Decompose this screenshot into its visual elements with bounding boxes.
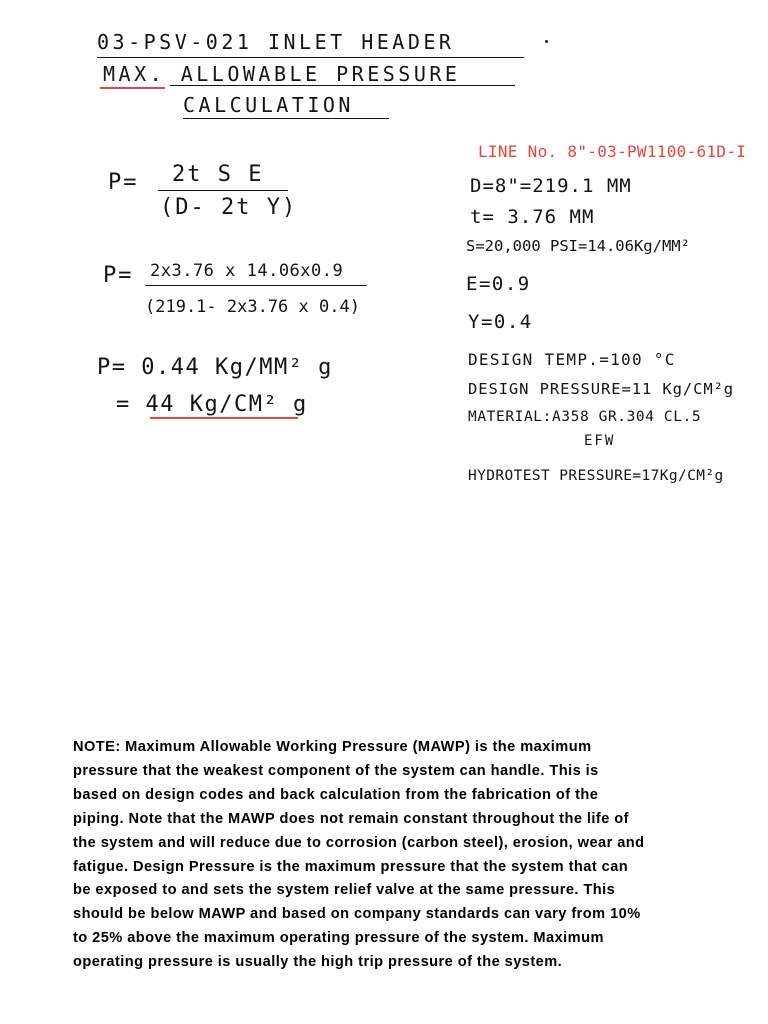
result-line-2: = 44 Kg/CM² g bbox=[116, 392, 308, 417]
title-underline-1 bbox=[97, 57, 524, 58]
param-e: E=0.9 bbox=[466, 273, 531, 295]
formula-fraction-bar bbox=[158, 190, 288, 191]
param-t: t= 3.76 MM bbox=[470, 206, 595, 228]
title-line-1: 03-PSV-021 INLET HEADER bbox=[97, 30, 455, 54]
substitution-fraction-bar bbox=[145, 285, 367, 286]
material-continued: EFW bbox=[584, 433, 616, 449]
param-y: Y=0.4 bbox=[468, 311, 533, 333]
title-underline-2 bbox=[170, 85, 515, 86]
result-line-1: P= 0.44 Kg/MM² g bbox=[97, 355, 333, 380]
formula-lhs: P= bbox=[108, 170, 139, 195]
title-line-3: CALCULATION bbox=[183, 93, 354, 117]
formula-denominator: (D- 2t Y) bbox=[160, 195, 298, 220]
param-d: D=8"=219.1 MM bbox=[470, 175, 632, 197]
material: MATERIAL:A358 GR.304 CL.5 bbox=[468, 409, 702, 425]
design-pressure: DESIGN PRESSURE=11 Kg/CM²g bbox=[468, 380, 735, 398]
line-number: LINE No. 8"-03-PW1100-61D-I bbox=[478, 142, 747, 161]
substitution-denominator: (219.1- 2x3.76 x 0.4) bbox=[145, 297, 360, 317]
design-temp: DESIGN TEMP.=100 °C bbox=[468, 350, 676, 369]
result-red-underline bbox=[150, 417, 298, 419]
substitution-numerator: 2x3.76 x 14.06x0.9 bbox=[150, 261, 344, 281]
substitution-lhs: P= bbox=[103, 263, 134, 288]
title-red-underline bbox=[100, 87, 165, 89]
param-s: S=20,000 PSI=14.06Kg/MM² bbox=[466, 237, 690, 255]
hydrotest-pressure: HYDROTEST PRESSURE=17Kg/CM²g bbox=[468, 468, 724, 484]
title-line-2: MAX. ALLOWABLE PRESSURE bbox=[103, 62, 461, 86]
stray-dot bbox=[545, 40, 548, 43]
formula-numerator: 2t S E bbox=[172, 162, 264, 187]
mawp-note: NOTE: Maximum Allowable Working Pressure (MAWP) is the maximum pressure that the weakest component of the system can handle. This is based on design codes and back calculation from the fabrication of the piping. Note that the MAWP does not remain constant throughout the life of the system and will reduce due to corrosion (carbon steel), erosion, wear and fatigue. Design Pressure is the maximum pressure that the system that can be exposed to and sets the system relief valve at the same pressure. This should be below MAWP and based on company standards can vary from 10% to 25% above the maximum operating pressure of the system. Maximum operating pressure is usually the high trip pressure of the system. bbox=[73, 739, 645, 971]
title-underline-3 bbox=[183, 118, 389, 119]
